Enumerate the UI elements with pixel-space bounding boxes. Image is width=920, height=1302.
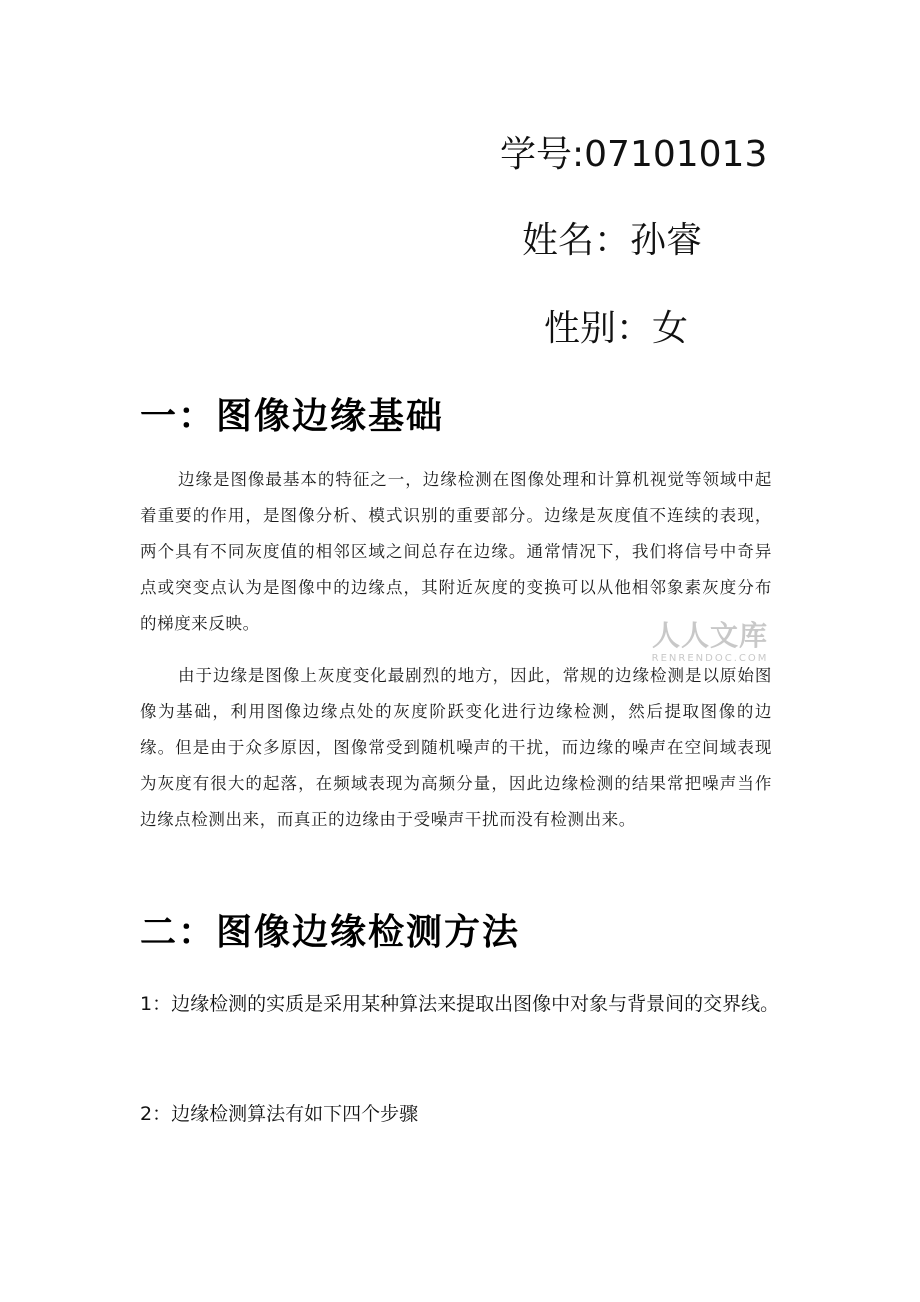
section-2-heading: 二：图像边缘检测方法 [140,912,521,953]
watermark [648,620,772,666]
student-id: 学号:07101013 [500,134,768,175]
section-1-paragraph-2: 由于边缘是图像上灰度变化最剧烈的地方，因此，常规的边缘检测是以原始图像为基础，利用图像边缘点处的灰度阶跃变化进行边缘检测，然后提取图像的边缘。但是由于众多原因，图像常受到随机噪声的干扰，而边缘的噪声在空间域表现为灰度有很大的起落，在频域表现为高频分量，因此边缘检测的结果常把噪声当作边缘点检测出来，而真正的边缘由于受噪声干扰而没有检测出来。 [140,666,772,829]
section-1-heading: 一：图像边缘基础 [140,396,445,437]
watermark-text-en: RENRENDOC.COM [651,653,769,664]
section-2-item-1: 1：边缘检测的实质是采用某种算法来提取出图像中对象与背景间的交界线。 [140,993,780,1015]
section-1-paragraph-1: 边缘是图像最基本的特征之一，边缘检测在图像处理和计算机视觉等领域中起着重要的作用，是图像分析、模式识别的重要部分。边缘是灰度值不连续的表现，两个具有不同灰度值的相邻区域之间总存在边缘。通常情况下，我们将信号中奇异点或突变点认为是图像中的边缘点，其附近灰度的变换可以从他相邻象素灰度分布的梯度来反映。 [140,470,772,633]
student-name: 姓名：孙睿 [522,220,703,261]
section-2-item-2: 2：边缘检测算法有如下四个步骤 [140,1103,419,1125]
watermark-text-cn: 人人文库 [651,619,768,652]
student-gender: 性别：女 [544,308,689,349]
